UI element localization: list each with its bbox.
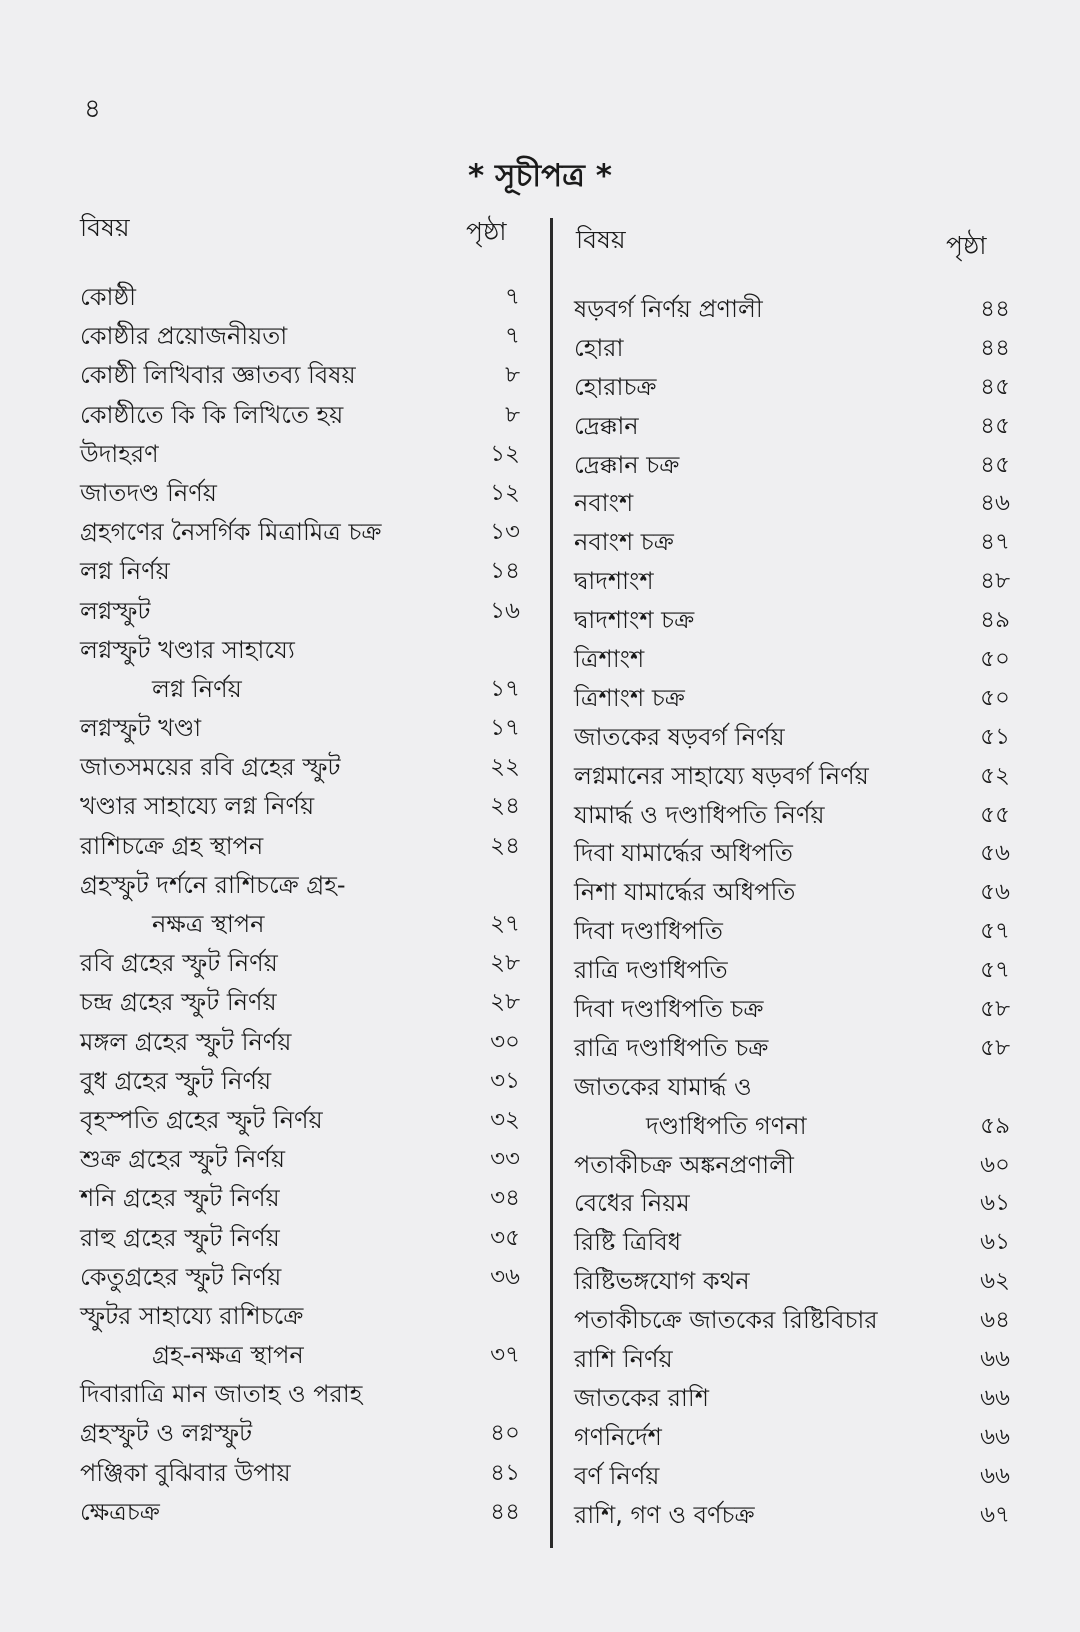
- toc-entry-page: ১৬: [490, 597, 520, 624]
- toc-entry: [574, 1184, 1010, 1223]
- toc-entry-page: ৩৩: [490, 1146, 520, 1173]
- toc-entry-title: ষড়বর্গ নির্ণয় প্রণালী: [574, 295, 763, 323]
- right-subject-header: বিষয়: [576, 225, 626, 254]
- toc-entry: [80, 905, 520, 944]
- toc-entry: [574, 873, 1010, 912]
- toc-entry-title: ক্ষেত্রচক্র: [80, 1497, 160, 1526]
- toc-entry-title: বৃহস্পতি গ্রহের স্ফুট নির্ণয়: [80, 1105, 323, 1134]
- toc-entry: [574, 1068, 1010, 1107]
- toc-entry-title: রাহু গ্রহের স্ফুট নির্ণয়: [80, 1223, 280, 1252]
- toc-entry-page: ১২: [490, 479, 520, 506]
- toc-entry-title: যামার্দ্ধ ও দণ্ডাধিপতি নির্ণয়: [574, 800, 825, 829]
- toc-entry-title: দ্বাদশাংশ: [574, 567, 654, 596]
- toc-entry: [80, 709, 520, 748]
- toc-entry-page: ৪৪: [980, 334, 1010, 361]
- toc-entry-title: জাতকের ষড়বর্গ নির্ণয়: [574, 722, 785, 751]
- toc-entry-title: নবাংশ: [574, 489, 634, 518]
- left-page-header: পৃষ্ঠা: [466, 217, 507, 246]
- toc-entry: [574, 796, 1010, 835]
- toc-entry-page: ৫৮: [980, 996, 1010, 1023]
- toc-entry-page: ৫৫: [980, 801, 1010, 828]
- toc-entry-title: গণনির্দেশ: [574, 1422, 662, 1451]
- toc-entry: [574, 407, 1010, 446]
- toc-entry: [574, 484, 1010, 523]
- toc-entry-page: ৪৫: [980, 412, 1010, 439]
- toc-entry-title: শনি গ্রহের স্ফুট নির্ণয়: [80, 1184, 280, 1213]
- toc-entry-title: রবি গ্রহের স্ফুট নির্ণয়: [80, 949, 278, 978]
- toc-entry: [574, 446, 1010, 485]
- toc-entry-page: ৪৫: [980, 451, 1010, 478]
- toc-entry-page: ৪৬: [980, 490, 1010, 517]
- toc-entry: [80, 513, 520, 552]
- toc-entry-title: লগ্ন নির্ণয়: [152, 674, 242, 703]
- toc-entry: [574, 1146, 1010, 1185]
- toc-entry-title: ত্রিশাংশ: [574, 645, 645, 674]
- toc-entry-page: ৫২: [980, 762, 1010, 789]
- toc-entry-title: রাশি, গণ ও বর্ণচক্র: [574, 1500, 755, 1529]
- toc-entry-page: ৫৬: [980, 840, 1010, 867]
- toc-entry-page: ৩৫: [490, 1224, 520, 1251]
- toc-entry: [80, 1258, 520, 1297]
- toc-entry-page: ৩৬: [490, 1263, 520, 1290]
- toc-entry: [574, 329, 1010, 368]
- toc-entry-title: পতাকীচক্র অঙ্কনপ্রণালী: [574, 1150, 794, 1179]
- left-toc-column: [80, 278, 520, 1532]
- left-subject-header: বিষয়: [80, 213, 130, 242]
- toc-entry: [80, 631, 520, 670]
- toc-entry: [80, 1179, 520, 1218]
- toc-entry-title: রাশি নির্ণয়: [574, 1345, 673, 1374]
- toc-entry: [574, 290, 1010, 329]
- toc-entry-page: ৪০: [490, 1420, 520, 1447]
- toc-entry-title: কোষ্ঠী: [80, 283, 136, 311]
- toc-entry-title: খণ্ডার সাহায্যে লগ্ন নির্ণয়: [80, 792, 315, 821]
- toc-entry: [80, 1336, 520, 1375]
- toc-entry-title: কোষ্ঠীতে কি কি লিখিতে হয়: [80, 400, 344, 429]
- toc-entry: [80, 1454, 520, 1493]
- toc-entry: [574, 757, 1010, 796]
- toc-entry: [574, 1223, 1010, 1262]
- toc-entry-title: চন্দ্র গ্রহের স্ফুট নির্ণয়: [80, 988, 277, 1017]
- toc-entry-page: ২৮: [490, 950, 520, 977]
- toc-entry: [80, 396, 520, 435]
- toc-entry-page: ২৭: [490, 911, 520, 937]
- toc-entry-page: ৩৭: [490, 1342, 520, 1369]
- toc-entry-title: নবাংশ চক্র: [574, 528, 674, 557]
- toc-entry-page: ৪৪: [980, 296, 1010, 322]
- toc-entry-title: লগ্নস্ফুট খণ্ডা: [80, 714, 202, 743]
- toc-entry: [574, 1418, 1010, 1457]
- toc-entry: [574, 640, 1010, 679]
- toc-entry-title: বর্ণ নির্ণয়: [574, 1461, 660, 1490]
- toc-entry: [574, 1496, 1010, 1535]
- toc-entry: [80, 552, 520, 591]
- toc-entry-title: নিশা যামার্দ্ধের অধিপতি: [574, 878, 796, 907]
- page-title: * সূচীপত্র *: [468, 158, 612, 194]
- toc-entry-title: লগ্নস্ফুট খণ্ডার সাহায্যে: [80, 635, 295, 664]
- toc-entry-page: ৪৪: [490, 1498, 520, 1525]
- toc-entry: [80, 1219, 520, 1258]
- toc-entry-page: ৬৬: [980, 1462, 1010, 1489]
- toc-entry-page: ১৪: [490, 558, 520, 585]
- toc-entry: [574, 834, 1010, 873]
- toc-entry-page: ৫৯: [980, 1112, 1010, 1139]
- toc-entry: [574, 679, 1010, 718]
- toc-entry: [80, 1101, 520, 1140]
- toc-entry-page: ১২: [490, 440, 520, 467]
- toc-entry-page: ২২: [490, 754, 520, 781]
- toc-entry-title: পঞ্জিকা বুঝিবার উপায়: [80, 1458, 291, 1487]
- toc-entry-title: জাতসময়ের রবি গ্রহের স্ফুট: [80, 753, 341, 782]
- toc-entry: [80, 1493, 520, 1532]
- right-toc-column: [574, 290, 1010, 1535]
- toc-entry-page: ২৮: [490, 989, 520, 1016]
- toc-entry: [80, 1297, 520, 1336]
- toc-entry-page: ৩২: [490, 1106, 520, 1133]
- toc-entry-page: ১৭: [490, 675, 520, 702]
- right-page-header: পৃষ্ঠা: [946, 231, 987, 260]
- toc-entry-title: কেতুগ্রহের স্ফুট নির্ণয়: [80, 1262, 282, 1291]
- toc-entry-page: ৬৬: [980, 1423, 1010, 1450]
- toc-entry-page: ৬১: [980, 1229, 1010, 1256]
- toc-entry-page: ৪৫: [980, 373, 1010, 400]
- toc-entry-title: গ্রহ-নক্ষত্র স্থাপন: [152, 1341, 304, 1370]
- toc-entry: [574, 1340, 1010, 1379]
- toc-entry-title: দ্রেক্কান: [574, 411, 639, 440]
- toc-entry-page: ৩০: [490, 1028, 520, 1055]
- toc-entry-title: লগ্নমানের সাহায্যে ষড়বর্গ নির্ণয়: [574, 761, 869, 790]
- toc-entry: [574, 1262, 1010, 1301]
- toc-entry-title: রিষ্টিভঙ্গযোগ কথন: [574, 1267, 750, 1296]
- toc-entry-page: ৪৯: [980, 607, 1010, 634]
- toc-entry-page: ৬০: [980, 1151, 1010, 1178]
- toc-entry: [80, 670, 520, 709]
- toc-entry: [574, 718, 1010, 757]
- toc-entry-title: রাত্রি দণ্ডাধিপতি: [574, 956, 728, 985]
- toc-entry-title: কোষ্ঠী লিখিবার জ্ঞাতব্য বিষয়: [80, 361, 356, 390]
- toc-entry-page: ৬৬: [980, 1346, 1010, 1373]
- toc-entry-page: ৮: [505, 401, 520, 428]
- toc-entry: [80, 944, 520, 983]
- toc-entry-page: ৩৪: [490, 1185, 520, 1212]
- toc-entry-page: ২৪: [490, 832, 520, 859]
- toc-entry: [80, 1023, 520, 1062]
- toc-entry: [574, 1379, 1010, 1418]
- toc-entry: [80, 435, 520, 474]
- toc-entry: [80, 356, 520, 395]
- toc-entry-page: ৫১: [980, 723, 1010, 750]
- toc-entry-title: হোরা: [574, 333, 624, 362]
- toc-entry: [574, 523, 1010, 562]
- toc-entry-title: জাতকের রাশি: [574, 1383, 709, 1412]
- toc-entry-title: বুধ গ্রহের স্ফুট নির্ণয়: [80, 1066, 272, 1095]
- toc-entry: [80, 278, 520, 317]
- toc-entry-page: ১৩: [490, 519, 520, 546]
- toc-entry-title: জাতকের যামার্দ্ধ ও: [574, 1072, 752, 1101]
- toc-entry: [574, 601, 1010, 640]
- page-number: ৪: [84, 94, 101, 124]
- toc-entry-title: স্ফুটর সাহায্যে রাশিচক্রে: [80, 1301, 304, 1330]
- toc-entry-title: ত্রিশাংশ চক্র: [574, 683, 685, 712]
- toc-entry-page: ৪৭: [980, 529, 1010, 556]
- toc-entry-page: ৫০: [980, 646, 1010, 673]
- toc-entry-title: উদাহরণ: [80, 439, 159, 468]
- toc-entry: [574, 368, 1010, 407]
- toc-entry-page: ৬২: [980, 1268, 1010, 1295]
- toc-entry-title: হোরাচক্র: [574, 372, 657, 401]
- toc-entry: [80, 317, 520, 356]
- toc-entry: [574, 1301, 1010, 1340]
- toc-entry-page: ৫৬: [980, 879, 1010, 906]
- toc-entry-page: ৫৭: [980, 957, 1010, 984]
- toc-entry-page: ২৪: [490, 793, 520, 820]
- toc-entry-title: দ্রেক্কান চক্র: [574, 450, 680, 479]
- toc-entry: [80, 1062, 520, 1101]
- toc-entry-page: ৬৬: [980, 1384, 1010, 1411]
- toc-entry-title: গ্রহগণের নৈসর্গিক মিত্রামিত্র চক্র: [80, 518, 382, 547]
- toc-entry-title: নক্ষত্র স্থাপন: [152, 910, 265, 938]
- toc-entry-title: দ্বাদশাংশ চক্র: [574, 606, 695, 635]
- toc-entry-title: রিষ্টি ত্রিবিধ: [574, 1228, 682, 1257]
- toc-entry: [574, 951, 1010, 990]
- toc-entry-title: রাত্রি দণ্ডাধিপতি চক্র: [574, 1033, 769, 1062]
- toc-entry: [80, 827, 520, 866]
- toc-entry-page: ৪৮: [980, 568, 1010, 595]
- toc-entry-page: ৬৭: [980, 1501, 1010, 1528]
- toc-entry-title: গ্রহস্ফুট দর্শনে রাশিচক্রে গ্রহ-: [80, 870, 346, 899]
- toc-entry-title: লগ্নস্ফুট: [80, 596, 151, 625]
- toc-entry: [574, 1457, 1010, 1496]
- toc-entry-page: ৪১: [490, 1459, 520, 1486]
- toc-entry: [574, 562, 1010, 601]
- toc-entry-title: রাশিচক্রে গ্রহ স্থাপন: [80, 831, 264, 860]
- toc-entry: [80, 983, 520, 1022]
- toc-entry-title: বেধের নিয়ম: [574, 1189, 690, 1218]
- toc-entry-page: ৮: [505, 362, 520, 389]
- toc-entry-page: ৭: [505, 323, 520, 350]
- toc-entry-page: ৭: [505, 284, 520, 310]
- toc-entry: [574, 1029, 1010, 1068]
- toc-entry-title: পতাকীচক্রে জাতকের রিষ্টিবিচার: [574, 1306, 878, 1335]
- toc-entry-title: দিবারাত্রি মান জাতাহ ও পরাহ: [80, 1380, 363, 1409]
- toc-entry: [574, 990, 1010, 1029]
- toc-entry: [80, 866, 520, 905]
- toc-entry-title: দিবা দণ্ডাধিপতি: [574, 917, 723, 946]
- toc-entry-title: কোষ্ঠীর প্রয়োজনীয়তা: [80, 322, 288, 351]
- toc-entry: [80, 787, 520, 826]
- toc-entry: [80, 748, 520, 787]
- column-divider: [550, 218, 553, 1548]
- toc-entry-page: ৫৭: [980, 918, 1010, 945]
- toc-entry: [80, 1375, 520, 1414]
- toc-entry: [80, 474, 520, 513]
- toc-entry-page: ৩১: [490, 1067, 520, 1094]
- toc-entry-title: শুক্র গ্রহের স্ফুট নির্ণয়: [80, 1145, 286, 1174]
- toc-entry-title: দণ্ডাধিপতি গণনা: [646, 1111, 807, 1140]
- toc-entry-title: দিবা যামার্দ্ধের অধিপতি: [574, 839, 793, 868]
- toc-entry-title: জাতদণ্ড নির্ণয়: [80, 478, 217, 507]
- toc-entry-page: ১৭: [490, 715, 520, 742]
- toc-entry: [574, 912, 1010, 951]
- toc-entry: [80, 592, 520, 631]
- toc-entry: [574, 1107, 1010, 1146]
- toc-entry-page: ৬১: [980, 1190, 1010, 1217]
- toc-entry-page: ৬৪: [980, 1307, 1010, 1334]
- toc-entry-title: গ্রহস্ফুট ও লগ্নস্ফুট: [80, 1419, 253, 1448]
- toc-entry-title: লগ্ন নির্ণয়: [80, 557, 170, 586]
- toc-entry-title: দিবা দণ্ডাধিপতি চক্র: [574, 995, 764, 1024]
- toc-entry-title: মঙ্গল গ্রহের স্ফুট নির্ণয়: [80, 1027, 292, 1056]
- toc-entry-page: ৫৮: [980, 1034, 1010, 1061]
- toc-entry-page: ৫০: [980, 684, 1010, 711]
- toc-entry: [80, 1414, 520, 1453]
- toc-entry: [80, 1140, 520, 1179]
